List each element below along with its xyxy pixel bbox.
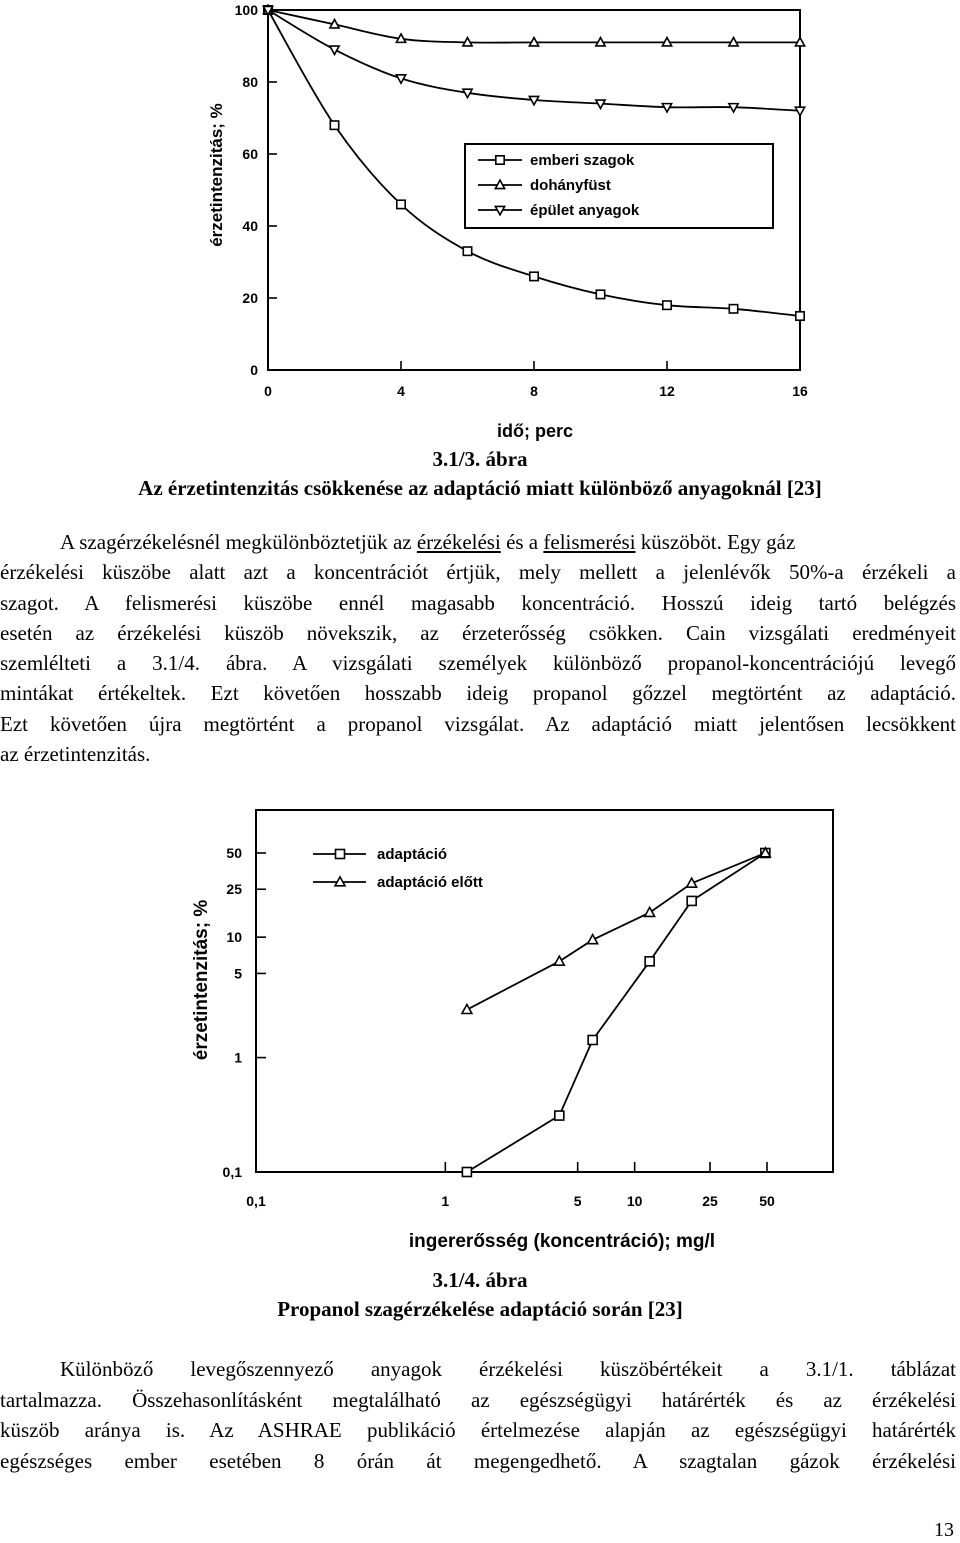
paragraph-1-line-5: szemlélteti a 3.1/4. ábra. A vizsgálati személyek különböző propanol-koncentrációjú levegő <box>0 651 956 676</box>
x-tick-label: 16 <box>792 383 808 399</box>
data-point <box>687 896 696 905</box>
y-tick-label: 40 <box>242 218 258 234</box>
paragraph-2-line-4: egészséges ember esetében 8 órán át megengedhető. A szagtalan gázok érzékelési <box>0 1448 956 1473</box>
x-tick-label: 0 <box>264 383 272 399</box>
text-run: A szagérzékelésnél megkülönböztetjük az <box>60 530 417 554</box>
y-tick-label: 20 <box>242 290 258 306</box>
data-point <box>663 301 671 309</box>
x-tick-label: 1 <box>441 1193 450 1209</box>
data-point <box>645 907 655 916</box>
legend-marker <box>336 850 345 859</box>
data-point <box>330 121 338 129</box>
x-tick-label: 25 <box>702 1193 718 1209</box>
y-tick-label: 10 <box>226 929 242 946</box>
figure-2-xlabel: ingererősség (koncentráció); mg/l <box>408 1231 716 1252</box>
data-point <box>463 247 471 255</box>
paragraph-1-line-2: érzékelési küszöbe alatt azt a koncentrációt értjük, mely mellett a jelenlévők 50%-a érzékeli a <box>0 560 956 585</box>
term-felismeresi: felismerési <box>543 530 636 554</box>
legend-label: épület anyagok <box>530 202 640 219</box>
term-erzekelesi: érzékelési <box>416 530 501 554</box>
data-point <box>330 46 339 54</box>
figure-1-chart <box>0 0 960 450</box>
x-tick-label: 50 <box>759 1193 775 1209</box>
y-tick-label: 25 <box>226 881 242 898</box>
figure-1-caption-number: 3.1/3. ábra <box>432 447 528 471</box>
y-tick-label: 60 <box>242 146 258 162</box>
x-tick-label: 4 <box>397 383 405 399</box>
y-tick-label: 50 <box>226 845 242 861</box>
data-point <box>397 200 405 208</box>
series-line-1 <box>467 853 765 1010</box>
figure-1-legend <box>465 144 773 228</box>
paragraph-2-line-2: tartalmazza. Összehasonlításként megtalálható az egészségügyi határérték és az érzékelési <box>0 1387 956 1412</box>
figure-1-xlabel: idő; perc <box>496 421 573 441</box>
paragraph-2-line-3: küszöb aránya is. Az ASHRAE publikáció értelmezése alapján az egészségügyi határérték <box>0 1418 956 1442</box>
legend-label: adaptáció <box>377 846 448 863</box>
data-point <box>645 957 654 966</box>
y-tick-label: 5 <box>234 965 242 982</box>
figure-1-caption-title: Az érzetintenzitás csökkenése az adaptáció miatt különböző anyagoknál [23] <box>138 476 822 500</box>
data-point <box>729 305 737 313</box>
paragraph-1 <box>0 527 956 769</box>
y-tick-label: 100 <box>234 2 258 18</box>
data-point <box>555 1111 564 1120</box>
data-point <box>530 272 538 280</box>
data-point <box>596 290 604 298</box>
paragraph-1-line-4: esetén az érzékelési küszöb növekszik, az érzeterősség csökken. Cain vizsgálati eredményeit <box>0 620 956 645</box>
legend-marker <box>496 156 504 164</box>
data-point <box>462 1004 472 1013</box>
legend-label: adaptáció előtt <box>377 874 483 891</box>
text-run: küszöböt. Egy gáz <box>635 530 796 554</box>
figure-2-legend <box>313 846 483 891</box>
figure-2-caption-number: 3.1/4. ábra <box>432 1268 528 1292</box>
text-run: és a <box>500 530 544 554</box>
paragraph-1-line-3: szagot. A felismerési küszöbe ennél magasabb koncentráció. Hosszú ideig tartó belégzés <box>0 590 956 615</box>
paragraph-1-line-7: Ezt követően újra megtörtént a propanol vizsgálat. Az adaptáció miatt jelentősen lecsökkent <box>0 711 956 736</box>
paragraph-2 <box>0 1354 956 1476</box>
y-tick-label: 0 <box>250 362 258 378</box>
legend-label: dohányfüst <box>530 177 611 194</box>
figure-2-caption-title: Propanol szagérzékelése adaptáció során [23] <box>277 1297 683 1321</box>
data-point <box>462 1168 471 1177</box>
paragraph-1-line-1 <box>0 527 956 557</box>
figure-1-ylabel: érzetintenzitás; % <box>207 103 226 247</box>
y-tick-label: 1 <box>234 1049 242 1066</box>
y-tick-label: 0,1 <box>222 1164 242 1180</box>
x-tick-label: 10 <box>626 1193 643 1209</box>
paragraph-1-line-6: mintákat értékeltek. Ezt követően hosszabb ideig propanol gőzzel megtörtént az adaptáció. <box>0 681 956 706</box>
data-point <box>796 312 804 320</box>
paragraph-1-line-8: az érzetintenzitás. <box>0 742 151 767</box>
legend-label: emberi szagok <box>530 152 635 169</box>
page-number: 13 <box>934 1519 954 1541</box>
figure-2-chart <box>0 800 960 1260</box>
series-line-0 <box>467 853 765 1172</box>
paragraph-2-line-1: Különböző levegőszennyező anyagok érzékelési küszöbértékeit a 3.1/1. táblázat <box>60 1357 956 1381</box>
x-tick-label: 8 <box>530 383 538 399</box>
y-tick-label: 80 <box>242 74 258 90</box>
x-tick-label: 0,1 <box>246 1193 266 1209</box>
x-tick-label: 12 <box>659 383 675 399</box>
x-tick-label: 5 <box>573 1193 582 1209</box>
data-point <box>588 1035 597 1044</box>
figure-2-ylabel: érzetintenzitás; % <box>191 899 212 1061</box>
data-point <box>554 956 564 965</box>
